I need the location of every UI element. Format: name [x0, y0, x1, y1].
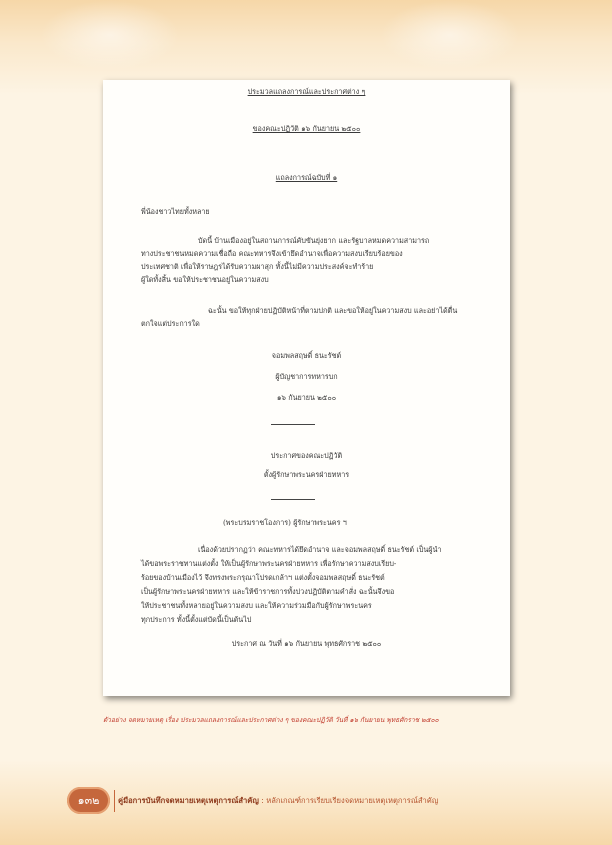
- body-line3: ร้อยของบ้านเมืองไว้ จึงทรงพระกรุณาโปรดเกล้าฯ แต่งตั้งจอมพลสฤษดิ์ ธนะรัชต์: [141, 573, 385, 582]
- footer-subtitle: : หลักเกณฑ์การเรียบเรียงจดหมายเหตุเหตุการณ์สำคัญ: [258, 796, 439, 805]
- para2-line1: ฉะนั้น ขอให้ทุกฝ่ายปฏิบัติหน้าที่ตามปกติ และขอให้อยู่ในความสงบ และอย่าได้ตื่น: [208, 306, 458, 315]
- body-line4: เป็นผู้รักษาพระนครฝ่ายทหาร และให้ข้าราชการทั้งปวงปฏิบัติตามคำสั่ง ฉะนั้นจึงขอ: [141, 587, 395, 596]
- para1-line3: ประเทศชาติ เพื่อให้ราษฎรได้รับความผาสุก ทั้งนี้ไม่มีความประสงค์จะทำร้าย: [141, 262, 374, 271]
- divider-2: [271, 499, 315, 500]
- signature-date: ๑๖ กันยายน ๒๕๐๐: [276, 393, 337, 402]
- signatory-title: ผู้บัญชาการทหารบก: [275, 372, 338, 381]
- para1-line1: บัดนี้ บ้านเมืองอยู่ในสถานการณ์คับขันยุ่งยาก และรัฐบาลหมดความสามารถ: [198, 236, 430, 245]
- announcement-subtitle: ตั้งผู้รักษาพระนครฝ่ายทหาร: [263, 470, 350, 479]
- document-scan: [103, 80, 510, 696]
- signatory-name: จอมพลสฤษดิ์ ธนะรัชต์: [271, 351, 342, 360]
- footer-running-title: [118, 795, 438, 807]
- document-title: แถลงการณ์ฉบับที่ ๑: [275, 173, 338, 182]
- para1-line4: ผู้ใดทั้งสิ้น ขอให้ประชาชนอยู่ในความสงบ: [141, 275, 269, 284]
- page-number-badge: [67, 787, 110, 814]
- para2-line2: ตกใจแต่ประการใด: [141, 319, 200, 328]
- body-line1: เนื่องด้วยปรากฏว่า คณะทหารได้ยึดอำนาจ และจอมพลสฤษดิ์ ธนะรัชต์ เป็นผู้นำ: [198, 545, 442, 554]
- salutation: พี่น้องชาวไทยทั้งหลาย: [141, 207, 210, 216]
- footer-separator: [114, 790, 115, 812]
- body-line2: ได้ขอพระราชทานแต่งตั้ง ให้เป็นผู้รักษาพระนครฝ่ายทหาร เพื่อรักษาความสงบเรียบ-: [141, 559, 397, 568]
- body-line6: ทุกประการ ทั้งนี้ตั้งแต่บัดนี้เป็นต้นไป: [141, 615, 252, 624]
- footer-title: คู่มือการบันทึกจดหมายเหตุเหตุการณ์สำคัญ: [118, 796, 259, 805]
- para1-line2: ทางประชาชนหมดความเชื่อถือ คณะทหารจึงเข้ายึดอำนาจเพื่อความสงบเรียบร้อยของ: [141, 249, 403, 258]
- page-number: ๑๓๒: [77, 794, 100, 807]
- document-header-1: ประมวลแถลงการณ์และประกาศต่าง ๆ: [247, 87, 366, 96]
- document-header-2: ของคณะปฏิวัติ ๑๖ กันยายน ๒๕๐๐: [252, 124, 361, 133]
- figure-caption: ตัวอย่าง จดหมายเหตุ เรื่อง ประมวลแถลงการณ์และประกาศต่าง ๆ ของคณะปฏิวัติ วันที่ ๑๖ กันยายน พุทธศักราช ๒๕๐๐: [103, 716, 439, 724]
- announcement-title: ประกาศของคณะปฏิวัติ: [270, 451, 343, 460]
- body-line5: ให้ประชาชนทั้งหลายอยู่ในความสงบ และให้ความร่วมมือกับผู้รักษาพระนคร: [141, 601, 372, 610]
- royal-command: (พระบรมราชโองการ) ผู้รักษาพระนคร ฯ: [223, 518, 347, 527]
- divider-1: [271, 424, 315, 425]
- proclamation-date: ประกาศ ณ วันที่ ๑๖ กันยายน พุทธศักราช ๒๕๐๐: [231, 639, 382, 648]
